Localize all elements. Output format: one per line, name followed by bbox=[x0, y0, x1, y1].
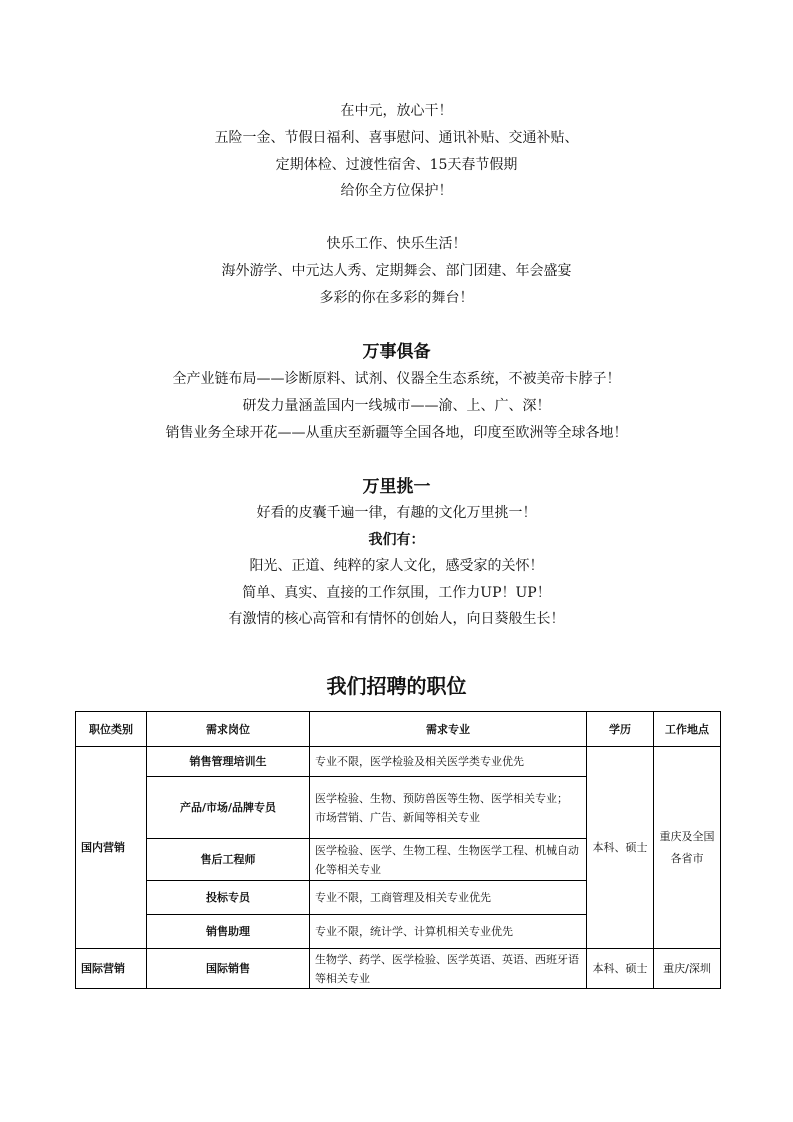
major-line: 医学检验、生物、预防兽医等生物、医学相关专业； bbox=[315, 791, 568, 805]
section-heading-ready: 万事俱备 bbox=[362, 342, 431, 362]
benefit-line: 五险一金、节假日福利、喜事慰问、通讯补贴、交通补贴、 bbox=[214, 130, 579, 146]
position-cell: 国际销售 bbox=[147, 949, 310, 989]
major-cell: 专业不限，统计学、计算机相关专业优先 bbox=[310, 915, 587, 949]
position-cell: 售后工程师 bbox=[147, 839, 310, 881]
ready-line: 全产业链布局——诊断原料、试剂、仪器全生态系统，不被美帝卡脖子！ bbox=[172, 371, 621, 387]
location-cell: 重庆及全国各省市 bbox=[654, 747, 721, 949]
benefit-line: 在中元，放心干！ bbox=[340, 103, 453, 119]
major-cell: 生物学、药学、医学检验、医学英语、英语、西班牙语等相关专业 bbox=[310, 949, 587, 989]
location-cell: 重庆/深圳 bbox=[654, 949, 721, 989]
position-cell: 销售管理培训生 bbox=[147, 747, 310, 777]
header-education: 学历 bbox=[587, 712, 654, 747]
activity-line: 海外游学、中元达人秀、定期舞会、部门团建、年会盛宴 bbox=[221, 263, 572, 279]
header-category: 职位类别 bbox=[76, 712, 147, 747]
benefit-line: 定期体检、过渡性宿舍、15天春节假期 bbox=[275, 157, 518, 173]
position-cell: 销售助理 bbox=[147, 915, 310, 949]
benefit-line: 给你全方位保护！ bbox=[340, 183, 453, 199]
activity-line: 多彩的你在多彩的舞台！ bbox=[319, 290, 474, 306]
category-domestic: 国内营销 bbox=[76, 747, 147, 949]
table-row bbox=[76, 747, 721, 777]
we-have-subheading: 我们有： bbox=[368, 532, 425, 548]
major-cell bbox=[310, 777, 587, 839]
unique-line: 阳光、正道、纯粹的家人文化，感受家的关怀！ bbox=[249, 558, 544, 574]
education-cell: 本科、硕士 bbox=[587, 949, 654, 989]
unique-line: 好看的皮囊千遍一律，有趣的文化万里挑一！ bbox=[256, 505, 537, 521]
education-cell: 本科、硕士 bbox=[587, 747, 654, 949]
ready-line: 研发力量涵盖国内一线城市——渝、上、广、深！ bbox=[242, 398, 551, 414]
table-header-row bbox=[76, 712, 721, 747]
header-location: 工作地点 bbox=[654, 712, 721, 747]
ready-line: 销售业务全球开花——从重庆至新疆等全国各地，印度至欧洲等全球各地！ bbox=[165, 425, 628, 441]
position-cell: 产品/市场/品牌专员 bbox=[147, 777, 310, 839]
major-cell: 医学检验、医学、生物工程、生物医学工程、机械自动化等相关专业 bbox=[310, 839, 587, 881]
header-position: 需求岗位 bbox=[147, 712, 310, 747]
header-major: 需求专业 bbox=[310, 712, 587, 747]
category-international: 国际营销 bbox=[76, 949, 147, 989]
jobs-table bbox=[75, 711, 721, 989]
unique-line: 有激情的核心高管和有情怀的创始人，向日葵般生长！ bbox=[228, 611, 565, 627]
major-line: 市场营销、广告、新闻等相关专业 bbox=[315, 810, 480, 824]
section-heading-unique: 万里挑一 bbox=[362, 477, 431, 497]
major-cell: 专业不限，工商管理及相关专业优先 bbox=[310, 881, 587, 915]
unique-line: 简单、真实、直接的工作氛围，工作力UP！UP！ bbox=[242, 585, 551, 601]
activity-line: 快乐工作、快乐生活！ bbox=[326, 236, 467, 252]
jobs-title: 我们招聘的职位 bbox=[326, 674, 467, 698]
table-row bbox=[76, 949, 721, 989]
position-cell: 投标专员 bbox=[147, 881, 310, 915]
major-cell: 专业不限，医学检验及相关医学类专业优先 bbox=[310, 747, 587, 777]
